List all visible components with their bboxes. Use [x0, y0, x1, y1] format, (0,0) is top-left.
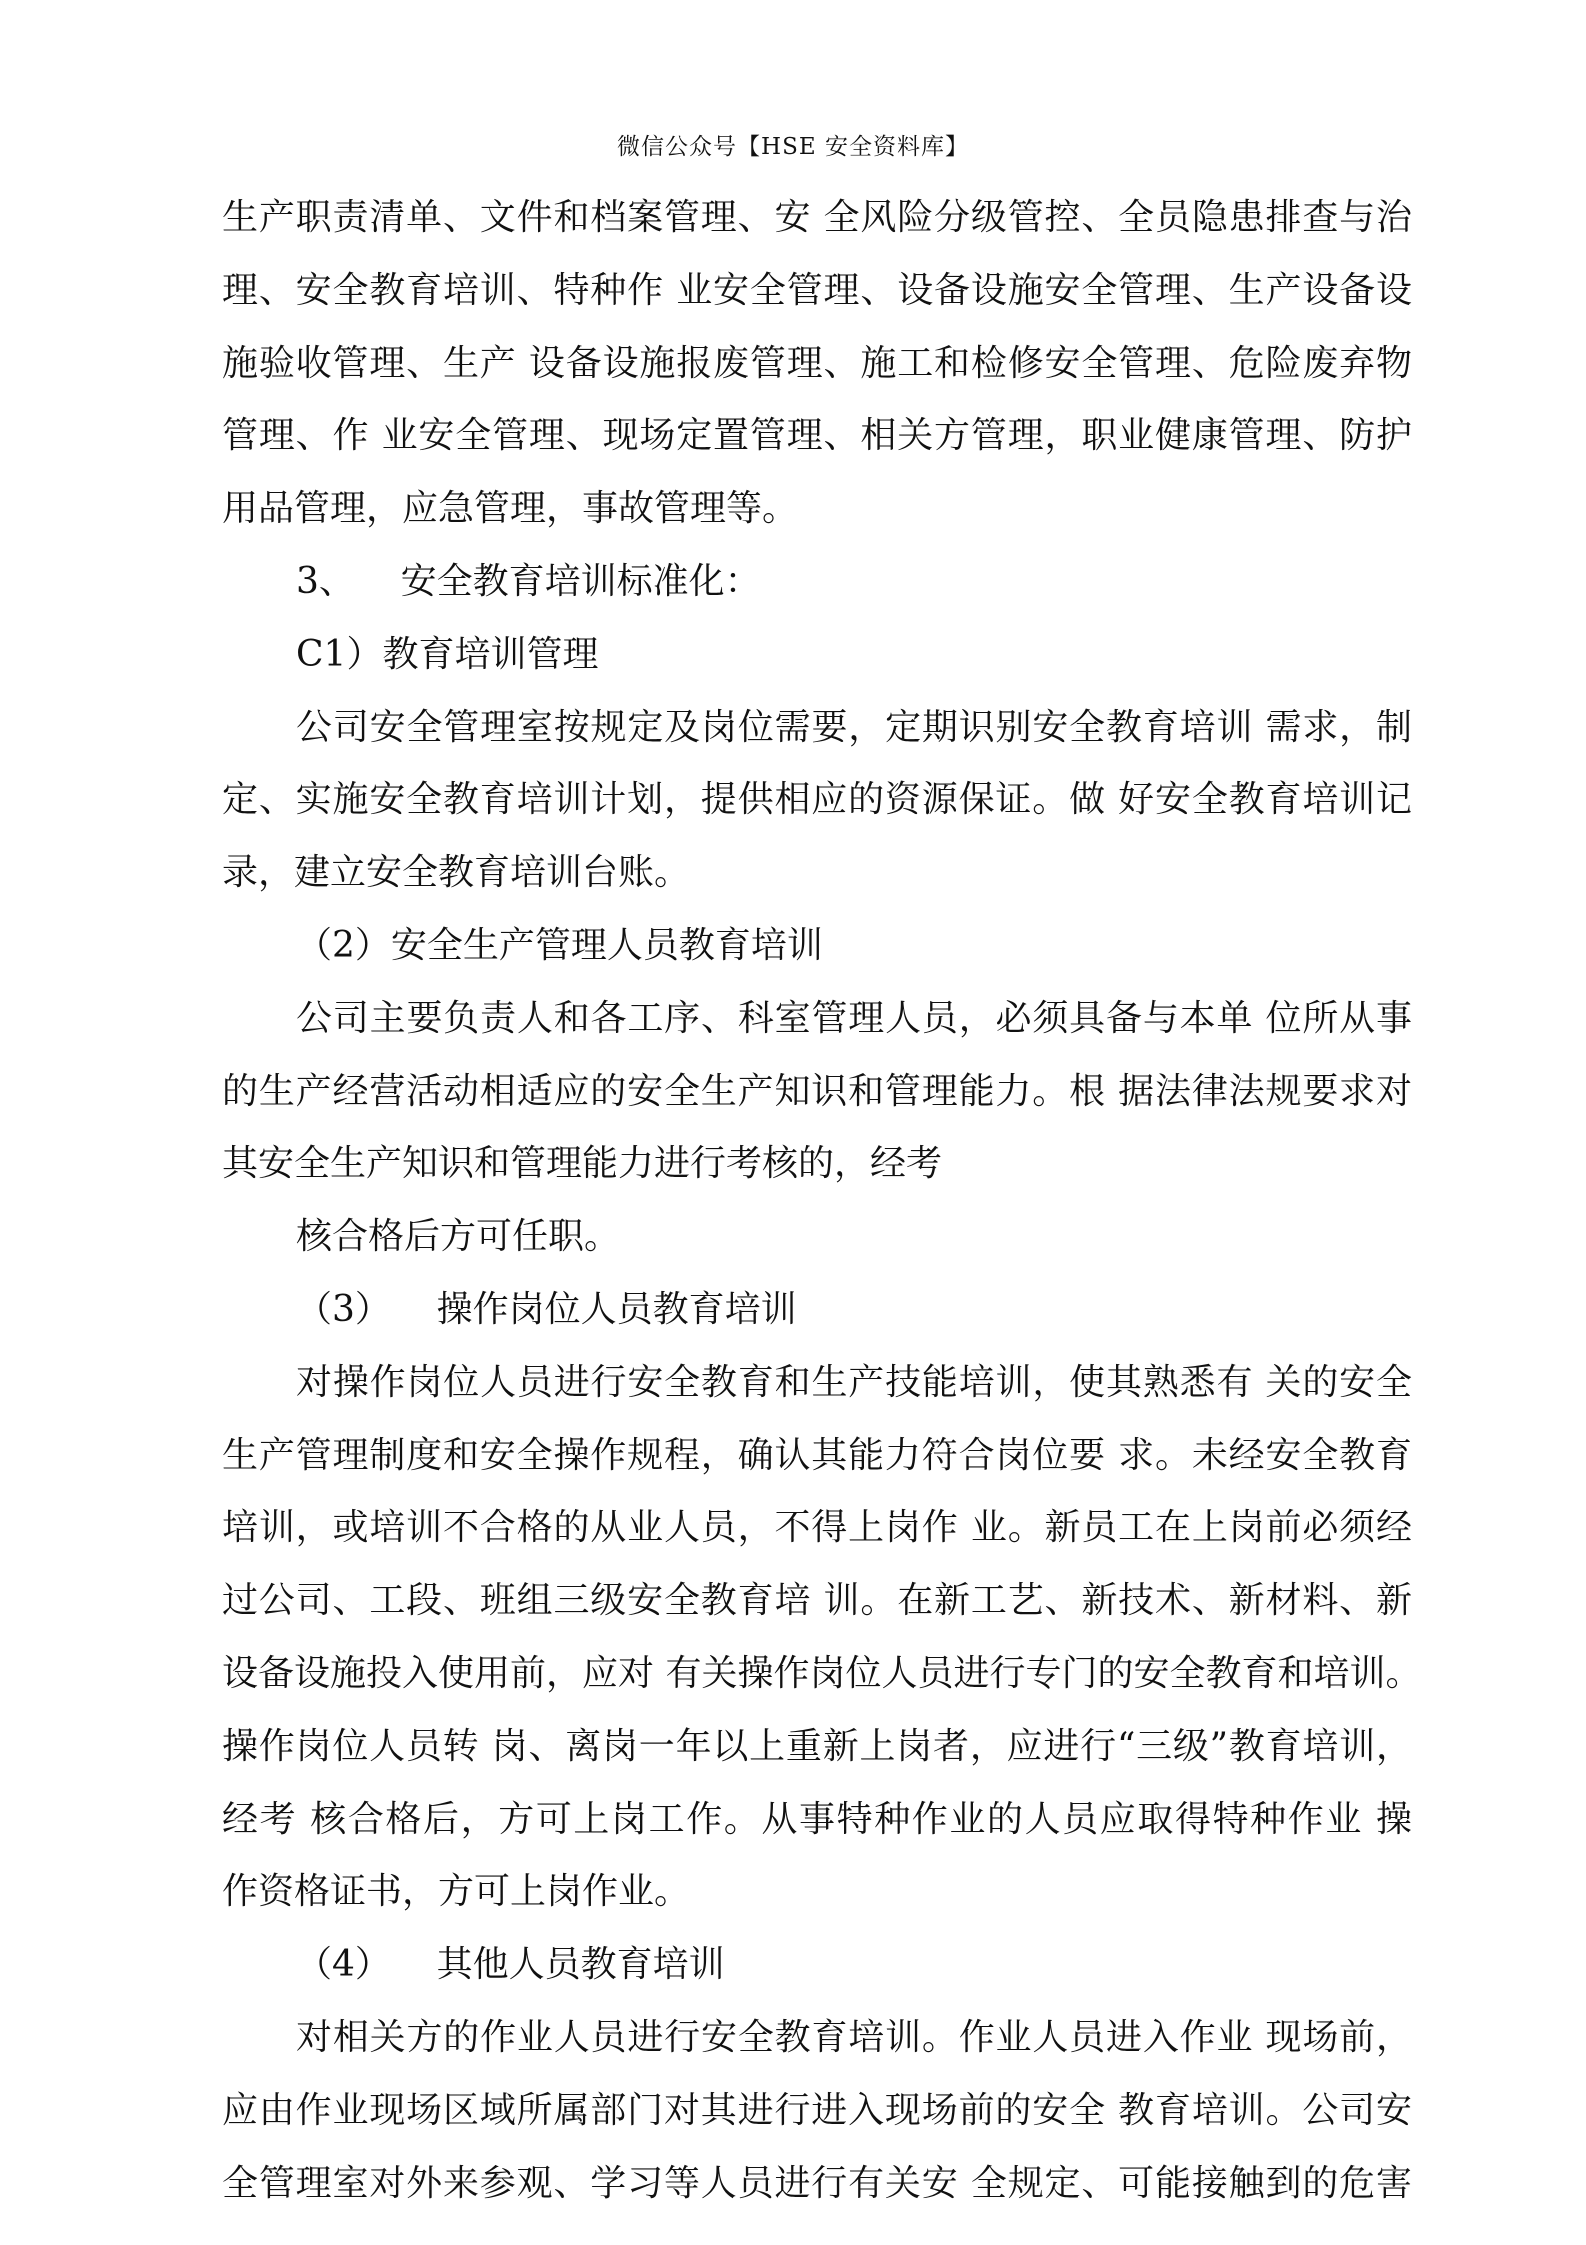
document-body	[222, 182, 1422, 2220]
text-line: 其安全生产知识和管理能力进行考核的，经考	[222, 1143, 943, 1185]
text-line: 施验收管理、生产 设备设施报废管理、施工和检修安全管理、危险废弃物	[222, 342, 1412, 384]
text-line: 作资格证书，方可上岗作业。	[222, 1871, 691, 1913]
text-line: 对操作岗位人员进行安全教育和生产技能培训，使其熟悉有 关的安全	[296, 1361, 1412, 1403]
text-line: 录，建立安全教育培训台账。	[222, 852, 691, 894]
text-line: 应由作业现场区域所属部门对其进行进入现场前的安全 教育培训。公司安	[222, 2089, 1412, 2131]
subsection-heading: （4） 其他人员教育培训	[296, 1944, 725, 1986]
subsection-heading: C1）教育培训管理	[296, 633, 599, 675]
text-line: 经考 核合格后，方可上岗工作。从事特种作业的人员应取得特种作业 操	[222, 1798, 1412, 1840]
text-line: 的生产经营活动相适应的安全生产知识和管理能力。根 据法律法规要求对	[222, 1070, 1412, 1112]
text-line: 核合格后方可任职。	[296, 1216, 621, 1258]
text-line: 对相关方的作业人员进行安全教育培训。作业人员进入作业 现场前，	[296, 2016, 1412, 2058]
text-line: 全管理室对外来参观、学习等人员进行有关安 全规定、可能接触到的危害	[222, 2162, 1412, 2204]
text-line: 生产管理制度和安全操作规程，确认其能力符合岗位要 求。未经安全教育	[222, 1434, 1412, 1476]
text-line: 公司安全管理室按规定及岗位需要，定期识别安全教育培训 需求，制	[296, 706, 1412, 748]
section-heading: 3、 安全教育培训标准化：	[296, 560, 761, 602]
subsection-heading: （3） 操作岗位人员教育培训	[296, 1288, 797, 1330]
text-line: 过公司、工段、班组三级安全教育培 训。在新工艺、新技术、新材料、新	[222, 1580, 1412, 1622]
text-line: 公司主要负责人和各工序、科室管理人员，必须具备与本单 位所从事	[296, 997, 1412, 1039]
text-line: 管理、作 业安全管理、现场定置管理、相关方管理，职业健康管理、防护	[222, 415, 1412, 457]
text-line: 设备设施投入使用前，应对 有关操作岗位人员进行专门的安全教育和培训。	[222, 1652, 1422, 1694]
text-line: 生产职责清单、文件和档案管理、安 全风险分级管控、全员隐患排查与治	[222, 197, 1412, 238]
text-line: 操作岗位人员转 岗、离岗一年以上重新上岗者，应进行“三级”教育培训，	[222, 1725, 1412, 1767]
subsection-heading: （2）安全生产管理人员教育培训	[296, 924, 823, 966]
text-line: 用品管理，应急管理，事故管理等。	[222, 488, 799, 530]
page-header-watermark: 微信公众号【HSE 安全资料库】	[617, 134, 969, 160]
text-line: 定、实施安全教育培训计划，提供相应的资源保证。做 好安全教育培训记	[222, 779, 1412, 821]
text-line: 理、安全教育培训、特种作 业安全管理、设备设施安全管理、生产设备设	[222, 269, 1412, 311]
text-line: 培训，或培训不合格的从业人员，不得上岗作 业。新员工在上岗前必须经	[222, 1507, 1412, 1549]
